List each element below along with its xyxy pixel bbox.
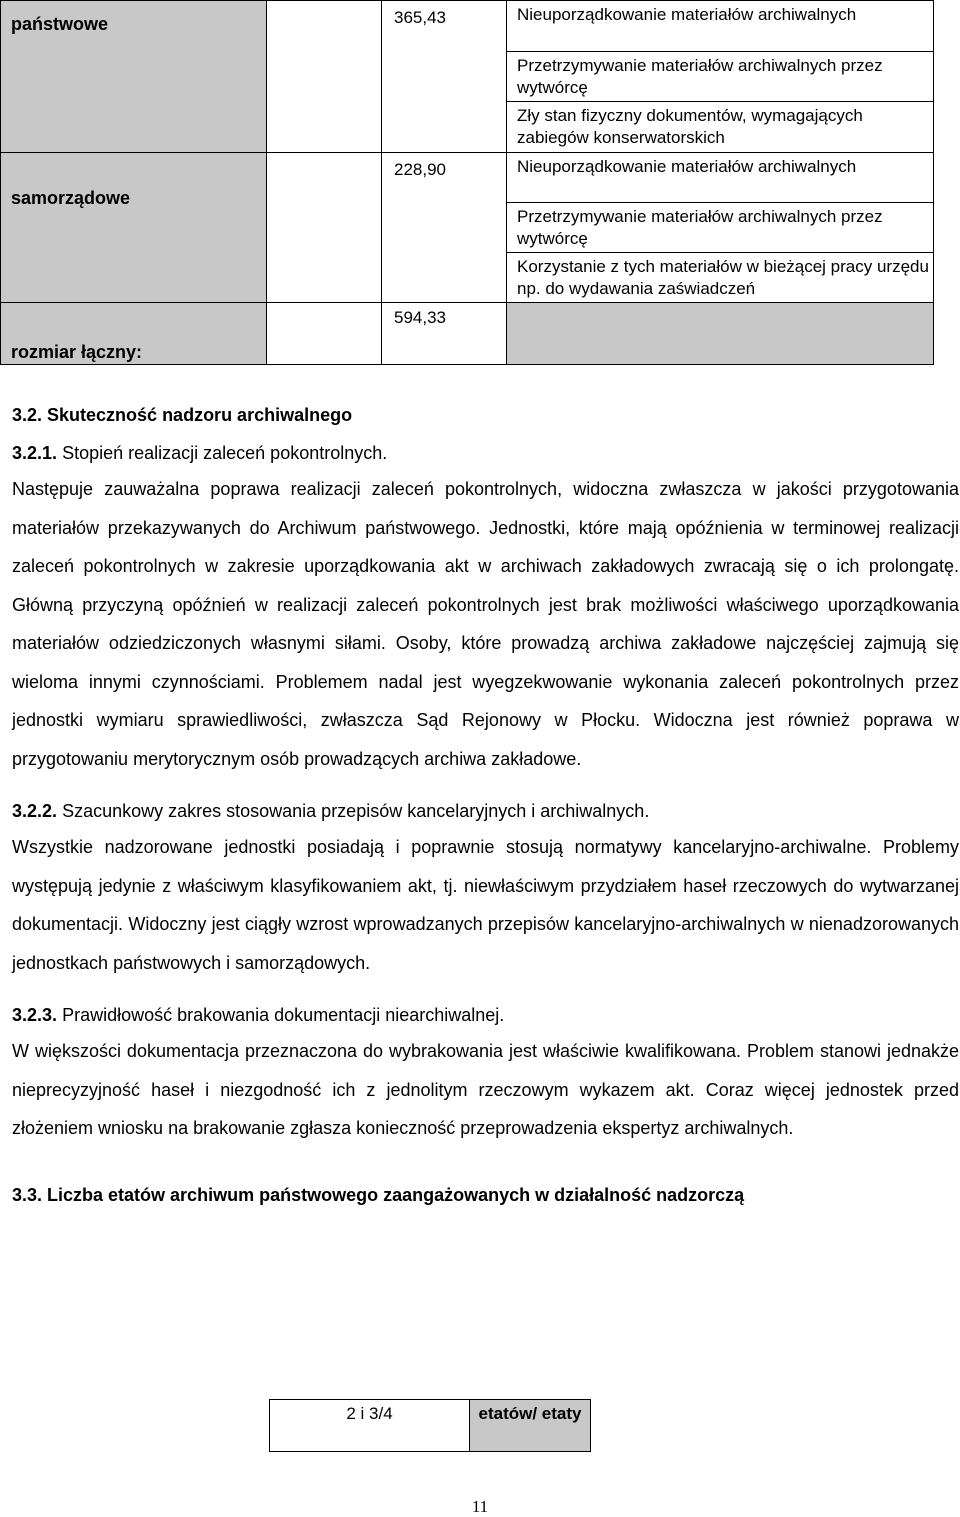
- category-label: samorządowe: [11, 188, 131, 208]
- archive-size-table: [0, 0, 934, 365]
- size-value: 228,90: [394, 160, 446, 179]
- size-value: 365,43: [394, 8, 446, 27]
- description-item: Korzystanie z tych materiałów w bieżącej pracy urzędu np. do wydawania zaświadczeń: [517, 257, 929, 299]
- empty-cell: [507, 303, 934, 365]
- etat-unit: etatów/ etaty: [478, 1404, 582, 1423]
- subsection-heading: [12, 442, 959, 464]
- subsection-heading: [12, 1004, 959, 1026]
- description-item: Przetrzymywanie materiałów archiwalnych przez wytwórcę: [507, 52, 933, 102]
- etat-value: 2 i 3/4: [346, 1404, 393, 1423]
- paragraph: W większości dokumentacja przeznaczona do wybrakowania jest właściwie kwalifikowana. Problem stanowi jednakże nieprecyzyjność haseł i niezgodność ich z jednolitym rzeczowym wykazem akt. Coraz więcej jednostek przed złożeniem wniosku na brakowanie zgłasza konieczność przeprowadzenia ekspertyz archiwalnych.: [12, 1041, 959, 1138]
- section-heading: 3.3. Liczba etatów archiwum państwowego zaangażowanych w działalność nadzorczą: [12, 1184, 745, 1205]
- etat-unit-cell: [470, 1400, 591, 1452]
- paragraph: Wszystkie nadzorowane jednostki posiadają i poprawnie stosują normatywy kancelaryjno-archiwalne. Problemy występują jedynie z właściwym klasyfikowaniem akt, tj. niewłaściwym przydziałem haseł rzeczowych do wytwarzanej dokumentacji. Widoczny jest ciągły wzrost wprowadzanych przepisów kancelaryjno-archiwalnych w nienadzorowanych jednostkach państwowych i samorządowych.: [12, 837, 959, 973]
- subsection-title: Stopień realizacji zaleceń pokontrolnych.: [62, 443, 388, 463]
- subsection-number: 3.2.1.: [12, 443, 58, 463]
- category-cell: [1, 1, 267, 153]
- subsection-number: 3.2.2.: [12, 801, 58, 821]
- spacer-cell: [267, 303, 382, 365]
- subsection-title: Prawidłowość brakowania dokumentacji niearchiwalnej.: [62, 1005, 505, 1025]
- description-cell: [507, 153, 934, 303]
- page-number: 11: [471, 1497, 489, 1516]
- category-cell: [1, 303, 267, 365]
- total-size-value: 594,33: [394, 308, 446, 327]
- category-cell: [1, 153, 267, 303]
- size-cell: [382, 303, 507, 365]
- description-item: Nieuporządkowanie materiałów archiwalnych: [517, 157, 857, 176]
- category-label: państwowe: [11, 14, 109, 34]
- subsection-number: 3.2.3.: [12, 1005, 58, 1025]
- document-body: [12, 404, 959, 1206]
- description-item: Przetrzymywanie materiałów archiwalnych przez wytwórcę: [507, 202, 933, 253]
- description-item: Nieuporządkowanie materiałów archiwalnych: [507, 1, 933, 52]
- description-item: Zły stan fizyczny dokumentów, wymagających zabiegów konserwatorskich: [517, 106, 863, 148]
- category-label: rozmiar łączny:: [11, 342, 143, 362]
- spacer-cell: [267, 153, 382, 303]
- section-heading: 3.2. Skuteczność nadzoru archiwalnego: [12, 405, 353, 425]
- etat-value-cell: [270, 1400, 470, 1452]
- subsection-heading: [12, 800, 959, 822]
- subsection-title: Szacunkowy zakres stosowania przepisów kancelaryjnych i archiwalnych.: [62, 801, 650, 821]
- paragraph: Następuje zauważalna poprawa realizacji zaleceń pokontrolnych, widoczna zwłaszcza w jakości przygotowania materiałów przekazywanych do Archiwum państwowego. Jednostki, które mają opóźnienia w terminowej realizacji zaleceń pokontrolnych w zakresie uporządkowania akt w archiwach zakładowych zwracają się o ich prolongatę. Główną przyczyną opóźnień w realizacji zaleceń pokontrolnych jest brak możliwości właściwego uporządkowania materiałów odziedziczonych własnymi siłami. Osoby, które prowadzą archiwa zakładowe najczęściej zajmują się wieloma innymi czynnościami. Problemem nadal jest wyegzekwowanie wykonania zaleceń pokontrolnych przez jednostki wymiaru sprawiedliwości, zwłaszcza Sąd Rejonowy w Płocku. Widoczna jest również poprawa w przygotowaniu merytorycznym osób prowadzących archiwa zakładowe.: [12, 479, 959, 769]
- size-cell: [382, 1, 507, 153]
- description-cell: [507, 1, 934, 153]
- etat-table: [269, 1399, 591, 1452]
- size-cell: [382, 153, 507, 303]
- spacer-cell: [267, 1, 382, 153]
